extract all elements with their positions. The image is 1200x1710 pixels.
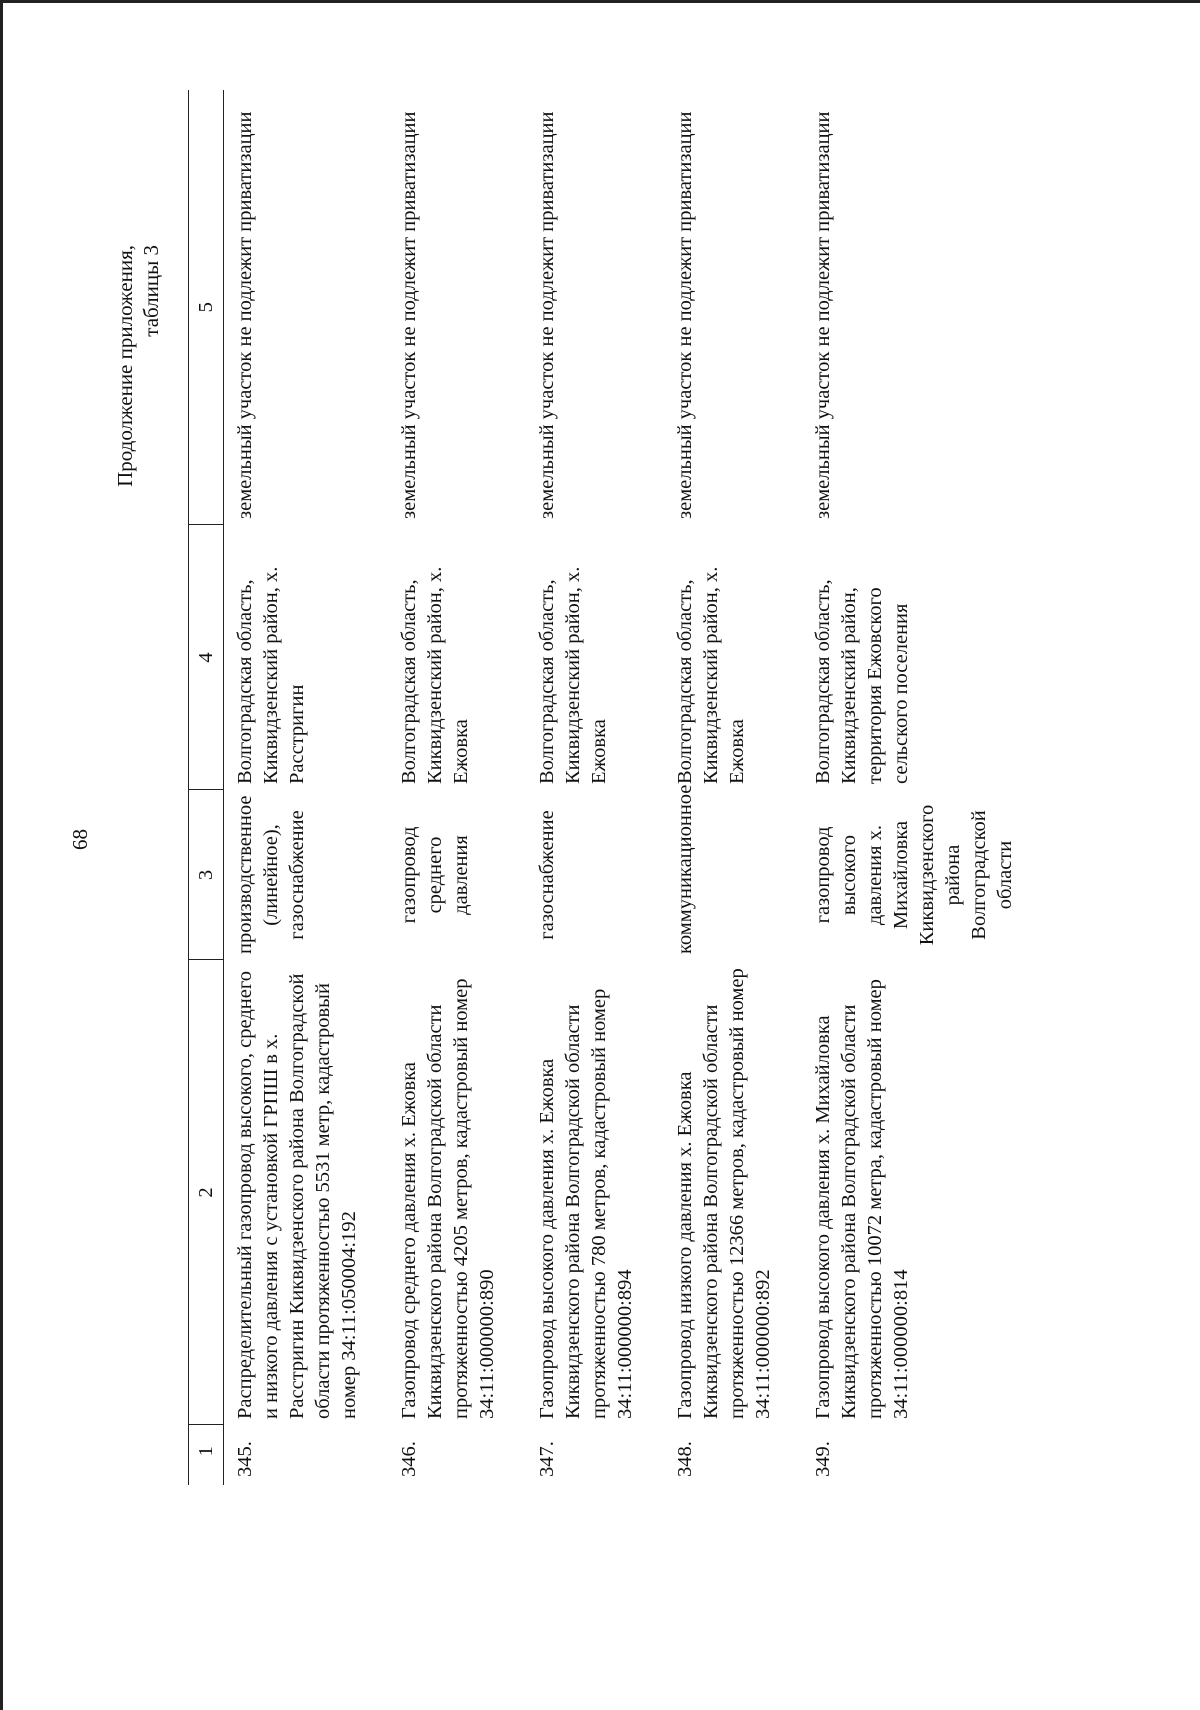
row-spacer bbox=[500, 90, 526, 1485]
object-purpose: газоснабжение bbox=[536, 810, 558, 940]
object-purpose: газопровод среднего давления bbox=[398, 826, 472, 924]
column-header-1: 1 bbox=[189, 1425, 224, 1485]
page-number: 68 bbox=[68, 829, 92, 850]
row-spacer bbox=[638, 90, 664, 1485]
row-spacer bbox=[776, 90, 802, 1485]
row-spacer bbox=[362, 90, 388, 1485]
row-number: 347. bbox=[536, 1441, 558, 1477]
object-name: Распределительный газопровод высокого, среднего и низкого давления с установкой ГРПШ в х. Расстригин Киквидзенского района Волгоградской области протяженностью 5531 метр, кадастровый номер 34:11:050004:192 bbox=[234, 970, 360, 1419]
column-header-3: 3 bbox=[189, 790, 224, 960]
object-location: Волгоградская область, Киквидзенский район, х. Ежовка bbox=[674, 566, 748, 784]
row-number: 345. bbox=[234, 1441, 256, 1477]
object-note: земельный участок не подлежит приватизации bbox=[812, 111, 834, 519]
row-number: 346. bbox=[398, 1441, 420, 1477]
continuation-note bbox=[112, 245, 164, 487]
continuation-line-1: Продолжение приложения, bbox=[113, 245, 137, 487]
object-location: Волгоградская область, Киквидзенский район, территория Ежовского сельского поселения bbox=[812, 579, 912, 784]
table-row bbox=[802, 90, 1018, 1485]
table-row bbox=[388, 90, 500, 1485]
object-name: Газопровод низкого давления х. Ежовка Киквидзенского района Волгоградской области протяженностью 12366 метров, кадастровый номер 34:11:000000:892 bbox=[674, 968, 774, 1419]
row-number: 348. bbox=[674, 1441, 696, 1477]
object-note: земельный участок не подлежит приватизации bbox=[536, 111, 558, 519]
object-note: земельный участок не подлежит приватизации bbox=[398, 111, 420, 519]
property-table bbox=[188, 90, 1018, 1485]
table-row bbox=[526, 90, 638, 1485]
object-purpose: коммуникационное bbox=[674, 784, 696, 954]
column-header-4: 4 bbox=[189, 525, 224, 790]
object-location: Волгоградская область, Киквидзенский район, х. Ежовка bbox=[536, 566, 610, 784]
continuation-line-2: таблицы 3 bbox=[139, 245, 163, 337]
object-note: земельный участок не подлежит приватизации bbox=[234, 111, 256, 519]
column-header-2: 2 bbox=[189, 960, 224, 1425]
table-header-row bbox=[189, 90, 224, 1485]
object-name: Газопровод среднего давления х. Ежовка Киквидзенского района Волгоградской области протяженностью 4205 метров, кадастровый номер 34:11:000000:890 bbox=[398, 978, 498, 1419]
object-note: земельный участок не подлежит приватизации bbox=[674, 111, 696, 519]
object-name: Газопровод высокого давления х. Ежовка Киквидзенского района Волгоградской области протяженностью 780 метров, кадастровый номер 34:11:000000:894 bbox=[536, 988, 636, 1419]
object-location: Волгоградская область, Киквидзенский район, х. Расстригин bbox=[234, 566, 308, 784]
table-row bbox=[664, 90, 776, 1485]
table-row bbox=[224, 90, 363, 1485]
row-number: 349. bbox=[812, 1441, 834, 1477]
column-header-5: 5 bbox=[189, 90, 224, 525]
object-purpose: газопровод высокого давления х. Михайловка Киквидзенского района Волгоградской области bbox=[812, 804, 1016, 946]
object-purpose: производственное (линейное), газоснабжение bbox=[234, 795, 308, 954]
object-name: Газопровод высокого давления х. Михайловка Киквидзенского района Волгоградской области протяженностью 10072 метра, кадастровый номер 34:11:000000:814 bbox=[812, 979, 912, 1419]
object-location: Волгоградская область, Киквидзенский район, х. Ежовка bbox=[398, 566, 472, 784]
